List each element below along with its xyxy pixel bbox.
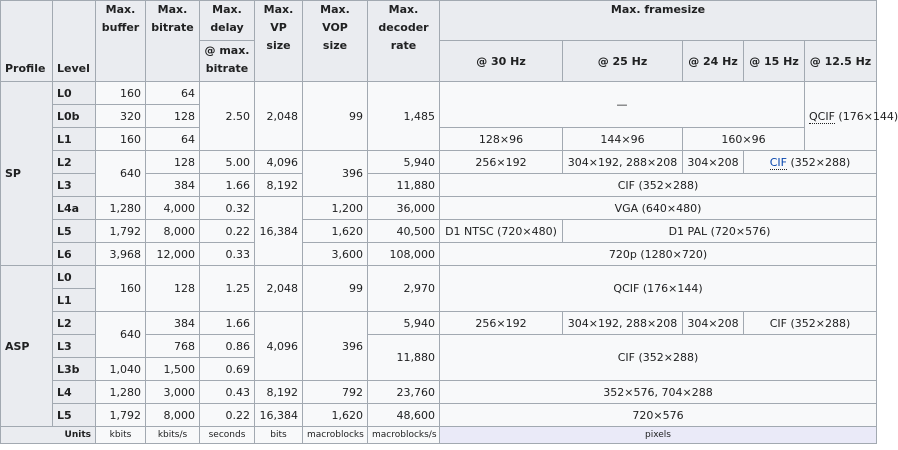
- vop-size-cell: 99: [303, 82, 368, 151]
- bitrate-cell: 64: [146, 128, 200, 151]
- cif-link[interactable]: CIF: [769, 155, 787, 169]
- bitrate-cell: 384: [146, 312, 200, 335]
- header-max-decoder-rate: Max. decoder rate: [368, 1, 440, 82]
- level-cell: L5: [53, 404, 96, 427]
- header-30hz: @ 30 Hz: [440, 41, 563, 82]
- delay-cell: 1.66: [200, 174, 255, 197]
- buffer-cell: 320: [96, 105, 146, 128]
- buffer-cell: 3,968: [96, 243, 146, 266]
- vp-size-cell: 16,384: [255, 404, 303, 427]
- table-row: [1, 151, 877, 174]
- unit-delay: seconds: [200, 427, 255, 444]
- framesize-cif-cell: CIF (352×288): [744, 151, 877, 174]
- framesize-cell: 304×208: [683, 312, 744, 335]
- delay-cell: 0.32: [200, 197, 255, 220]
- header-24hz: @ 24 Hz: [683, 41, 744, 82]
- profile-sp: SP: [1, 82, 53, 266]
- buffer-cell: 1,040: [96, 358, 146, 381]
- level-cell: L3b: [53, 358, 96, 381]
- bitrate-cell: 3,000: [146, 381, 200, 404]
- framesize-cell: 256×192: [440, 312, 563, 335]
- delay-cell: 0.33: [200, 243, 255, 266]
- framesize-na-cell: —: [440, 82, 805, 128]
- unit-bitrate: kbits/s: [146, 427, 200, 444]
- level-cell: L0: [53, 266, 96, 289]
- decoder-rate-cell: 40,500: [368, 220, 440, 243]
- framesize-cell: 720p (1280×720): [440, 243, 877, 266]
- decoder-rate-cell: 36,000: [368, 197, 440, 220]
- qcif-abbr: QCIF: [809, 109, 835, 123]
- level-cell: L2: [53, 151, 96, 174]
- framesize-cell: CIF (352×288): [440, 335, 877, 381]
- framesize-cell: QCIF (176×144): [440, 266, 877, 312]
- vop-size-cell: 396: [303, 312, 368, 381]
- header-max-vop-size: Max. VOP size: [303, 1, 368, 82]
- buffer-cell: 160: [96, 82, 146, 105]
- vop-size-cell: 1,200: [303, 197, 368, 220]
- decoder-rate-cell: 48,600: [368, 404, 440, 427]
- bitrate-cell: 768: [146, 335, 200, 358]
- vp-size-cell: 4,096: [255, 151, 303, 174]
- unit-vop: macroblocks: [303, 427, 368, 444]
- bitrate-cell: 64: [146, 82, 200, 105]
- table-row: [1, 220, 877, 243]
- vp-size-cell: 8,192: [255, 381, 303, 404]
- bitrate-cell: 384: [146, 174, 200, 197]
- delay-cell: 0.86: [200, 335, 255, 358]
- decoder-rate-cell: 11,880: [368, 174, 440, 197]
- header-max-buffer: Max. buffer: [96, 1, 146, 82]
- level-cell: L3: [53, 174, 96, 197]
- decoder-rate-cell: 108,000: [368, 243, 440, 266]
- header-max-vp-size: Max. VP size: [255, 1, 303, 82]
- vop-size-cell: 792: [303, 381, 368, 404]
- framesize-cell: 304×208: [683, 151, 744, 174]
- delay-cell: 1.66: [200, 312, 255, 335]
- vp-size-cell: 8,192: [255, 174, 303, 197]
- framesize-cell: CIF (352×288): [440, 174, 877, 197]
- delay-cell: 1.25: [200, 266, 255, 312]
- framesize-cell: 128×96: [440, 128, 563, 151]
- vp-size-cell: 2,048: [255, 82, 303, 151]
- decoder-rate-cell: 5,940: [368, 312, 440, 335]
- level-cell: L4: [53, 381, 96, 404]
- vop-size-cell: 99: [303, 266, 368, 312]
- vop-size-cell: 396: [303, 151, 368, 197]
- framesize-qcif-cell: QCIF (176×144): [805, 82, 877, 151]
- level-cell: L0b: [53, 105, 96, 128]
- framesize-cell: D1 NTSC (720×480): [440, 220, 563, 243]
- header-12-5hz: @ 12.5 Hz: [805, 41, 877, 82]
- table-row: [1, 243, 877, 266]
- framesize-cell: 352×576, 704×288: [440, 381, 877, 404]
- bitrate-cell: 1,500: [146, 358, 200, 381]
- header-delay-at-max-bitrate: @ max. bitrate: [200, 41, 255, 82]
- level-cell: L1: [53, 289, 96, 312]
- level-cell: L4a: [53, 197, 96, 220]
- level-cell: L6: [53, 243, 96, 266]
- bitrate-cell: 8,000: [146, 220, 200, 243]
- vop-size-cell: 1,620: [303, 404, 368, 427]
- level-cell: L1: [53, 128, 96, 151]
- table-row: [1, 197, 877, 220]
- framesize-cell: 304×192, 288×208: [563, 312, 683, 335]
- buffer-cell: 1,792: [96, 404, 146, 427]
- table-row: [1, 404, 877, 427]
- decoder-rate-cell: 5,940: [368, 151, 440, 174]
- buffer-cell: 1,280: [96, 197, 146, 220]
- table-row: [1, 381, 877, 404]
- delay-cell: 0.43: [200, 381, 255, 404]
- unit-vp: bits: [255, 427, 303, 444]
- bitrate-cell: 4,000: [146, 197, 200, 220]
- vp-size-cell: 2,048: [255, 266, 303, 312]
- level-cell: L3: [53, 335, 96, 358]
- decoder-rate-cell: 23,760: [368, 381, 440, 404]
- bitrate-cell: 12,000: [146, 243, 200, 266]
- bitrate-cell: 8,000: [146, 404, 200, 427]
- bitrate-cell: 128: [146, 105, 200, 128]
- framesize-cell: CIF (352×288): [744, 312, 877, 335]
- unit-pixels: pixels: [440, 427, 877, 444]
- level-cell: L0: [53, 82, 96, 105]
- delay-cell: 0.22: [200, 404, 255, 427]
- vop-size-cell: 3,600: [303, 243, 368, 266]
- decoder-rate-cell: 11,880: [368, 335, 440, 381]
- profile-asp: ASP: [1, 266, 53, 427]
- vp-size-cell: 16,384: [255, 197, 303, 266]
- decoder-rate-cell: 2,970: [368, 266, 440, 312]
- level-cell: L2: [53, 312, 96, 335]
- buffer-cell: 160: [96, 128, 146, 151]
- table-row: [1, 266, 877, 289]
- header-max-bitrate: Max. bitrate: [146, 1, 200, 82]
- header-max-delay: Max. delay: [200, 1, 255, 41]
- level-cell: L5: [53, 220, 96, 243]
- bitrate-cell: 128: [146, 266, 200, 312]
- delay-cell: 0.69: [200, 358, 255, 381]
- header-15hz: @ 15 Hz: [744, 41, 805, 82]
- delay-cell: 2.50: [200, 82, 255, 151]
- buffer-cell: 1,792: [96, 220, 146, 243]
- units-row: [1, 427, 877, 444]
- units-label: Units: [1, 427, 96, 444]
- header-level: Level: [53, 1, 96, 82]
- vop-size-cell: 1,620: [303, 220, 368, 243]
- table-row: [1, 312, 877, 335]
- framesize-cell: 720×576: [440, 404, 877, 427]
- unit-decoder: macroblocks/s: [368, 427, 440, 444]
- delay-cell: 5.00: [200, 151, 255, 174]
- framesize-cell: 144×96: [563, 128, 683, 151]
- decoder-rate-cell: 1,485: [368, 82, 440, 151]
- delay-cell: 0.22: [200, 220, 255, 243]
- table-row: [1, 82, 877, 105]
- header-25hz: @ 25 Hz: [563, 41, 683, 82]
- framesize-cell: VGA (640×480): [440, 197, 877, 220]
- header-profile: Profile: [1, 1, 53, 82]
- framesize-cell: D1 PAL (720×576): [563, 220, 877, 243]
- buffer-cell: 640: [96, 151, 146, 197]
- vp-size-cell: 4,096: [255, 312, 303, 381]
- buffer-cell: 1,280: [96, 381, 146, 404]
- framesize-cell: 256×192: [440, 151, 563, 174]
- buffer-cell: 640: [96, 312, 146, 358]
- header-max-framesize: Max. framesize: [440, 1, 877, 41]
- buffer-cell: 160: [96, 266, 146, 312]
- framesize-cell: 160×96: [683, 128, 805, 151]
- framesize-cell: 304×192, 288×208: [563, 151, 683, 174]
- bitrate-cell: 128: [146, 151, 200, 174]
- unit-buffer: kbits: [96, 427, 146, 444]
